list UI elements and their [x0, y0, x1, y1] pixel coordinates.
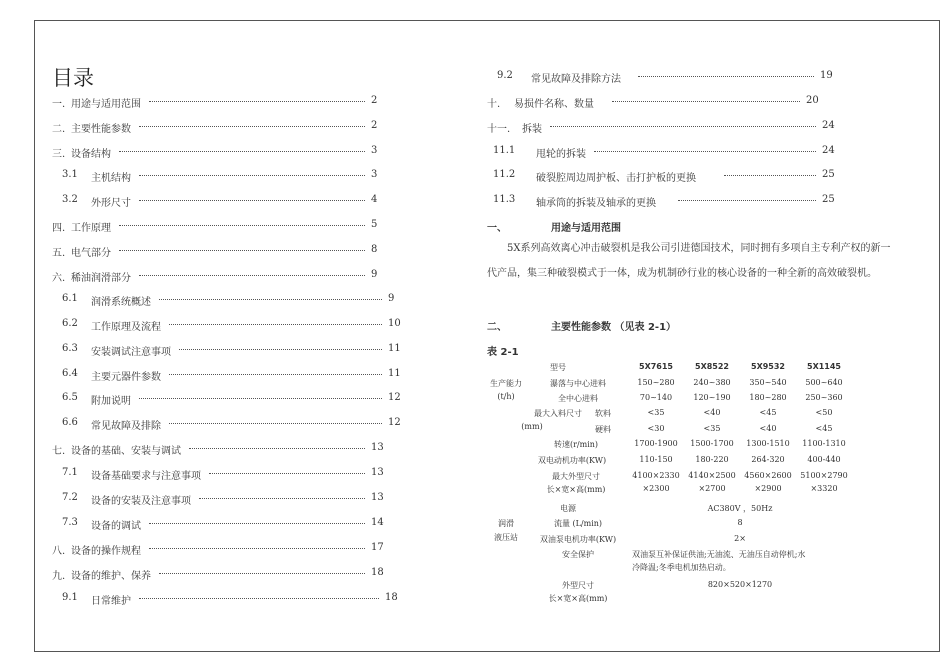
toc-number: 6.1 [62, 293, 78, 304]
model-header: 5X9532 [751, 362, 785, 371]
toc-page-number: 25 [822, 194, 835, 205]
toc-page-number: 11 [388, 343, 401, 354]
section1-paragraph: 5X系列高效离心冲击破裂机是我公司引进德国技术，同时拥有多项自主专利产权的新一代产品，集三种破裂模式于一体，成为机制砂行业的核心设备的一种全新的高效破裂机。 [487, 243, 891, 279]
toc-number: 6.4 [62, 368, 78, 379]
toc-leader-dots [139, 272, 365, 276]
toc-page-number: 19 [820, 70, 833, 81]
power-supply-value: AC380V ，50Hz [707, 504, 773, 513]
toc-text: 拆装 [522, 124, 542, 135]
feed-hard-label: 硬料 [595, 425, 611, 434]
toc-text: 主要性能参数 [71, 124, 131, 135]
toc-text: 破裂腔周边周护板、击打护板的更换 [536, 173, 696, 184]
toc-leader-dots [594, 148, 816, 152]
toc-number: 八. [52, 546, 66, 557]
table-cell: 110-150 [639, 455, 673, 464]
table-cell: <40 [759, 424, 777, 433]
toc-leader-dots [724, 172, 816, 176]
toc-number: 11.2 [493, 169, 516, 180]
toc-page-number: 8 [371, 244, 378, 255]
model-header: 5X8522 [695, 362, 729, 371]
toc-text: 设备基础要求与注意事项 [91, 471, 201, 482]
toc-page-number: 13 [371, 492, 384, 503]
toc-number: 四. [52, 223, 66, 234]
toc-leader-dots [169, 371, 382, 375]
power-supply-label: 电源 [560, 504, 576, 513]
toc-number: 九. [52, 571, 66, 582]
toc-leader-dots [169, 321, 382, 325]
toc-number: 七. [52, 446, 66, 457]
toc-leader-dots [638, 73, 814, 77]
motor-power-label: 双电动机功率(KW) [537, 456, 607, 465]
toc-title: 目录 [52, 66, 94, 90]
toc-page-number: 2 [371, 95, 378, 106]
table-cell: ×2700 [698, 484, 726, 493]
lube-station-label: 液压站 [494, 533, 518, 542]
toc-number: 一. [52, 99, 66, 110]
toc-page-number: 24 [822, 120, 835, 131]
outer-size-unit: 长×宽×高(mm) [548, 594, 608, 603]
table-cell: ×3320 [810, 484, 838, 493]
capacity-mode-label: 瀑落与中心进料 [550, 379, 606, 388]
toc-text: 工作原理 [71, 223, 111, 234]
feed-soft-label: 软料 [595, 409, 611, 418]
toc-number: 11.3 [493, 194, 516, 205]
table-cell: ×2300 [642, 484, 670, 493]
toc-leader-dots [169, 420, 382, 424]
toc-page-number: 9 [388, 293, 395, 304]
toc-leader-dots [149, 98, 365, 102]
toc-number: 6.3 [62, 343, 78, 354]
capacity-mode-label: 全中心进料 [558, 394, 598, 403]
toc-page-number: 25 [822, 169, 835, 180]
toc-text: 常见故障及排除方法 [531, 74, 621, 85]
toc-page-number: 3 [371, 145, 378, 156]
toc-text: 易损件名称、数量 [514, 99, 594, 110]
table-cell: <35 [703, 424, 721, 433]
toc-text: 安装调试注意事项 [91, 347, 171, 358]
toc-leader-dots [179, 346, 382, 350]
toc-leader-dots [119, 148, 365, 152]
toc-text: 主机结构 [91, 173, 131, 184]
table-cell: 350~540 [749, 378, 787, 387]
capacity-unit: (t/h) [497, 392, 515, 401]
section2-title: 主要性能参数 （见表 2-1） [551, 322, 677, 333]
table-cell: 5100×2790 [800, 471, 848, 480]
toc-leader-dots [139, 123, 365, 127]
toc-number: 3.2 [62, 194, 78, 205]
toc-page-number: 11 [388, 368, 401, 379]
dimensions-unit: 长×宽×高(mm) [546, 485, 606, 494]
table-cell: ×2900 [754, 484, 782, 493]
toc-text: 电气部分 [71, 248, 111, 259]
toc-leader-dots [159, 570, 365, 574]
toc-leader-dots [119, 247, 365, 251]
toc-number: 三. [52, 149, 66, 160]
toc-leader-dots [149, 520, 365, 524]
toc-number: 二. [52, 124, 66, 135]
table-cell: 250~360 [805, 393, 843, 402]
outer-size-label: 外型尺寸 [562, 581, 594, 590]
toc-text: 轴承筒的拆装及轴承的更换 [536, 198, 656, 209]
toc-number: 6.2 [62, 318, 78, 329]
table-cell: 264-320 [751, 455, 785, 464]
table-cell: <50 [815, 408, 833, 417]
dimensions-label: 最大外型尺寸 [552, 472, 600, 481]
toc-number: 十一. [487, 124, 511, 135]
table-cell: <45 [759, 408, 777, 417]
safety-value: 冷降温;冬季电机加热启动。 [632, 563, 731, 572]
toc-leader-dots [139, 595, 379, 599]
section1-title: 用途与适用范围 [551, 223, 621, 234]
toc-text: 主要元器件参数 [91, 372, 161, 383]
toc-text: 设备结构 [71, 149, 111, 160]
toc-page-number: 9 [371, 269, 378, 280]
table-cell: 4100×2330 [632, 471, 680, 480]
table-cell: 400-440 [807, 455, 841, 464]
toc-text: 甩轮的拆装 [536, 149, 586, 160]
toc-text: 设备的基础、安装与调试 [71, 446, 181, 457]
safety-label: 安全保护 [562, 550, 594, 559]
toc-page-number: 13 [371, 467, 384, 478]
toc-text: 常见故障及排除 [91, 421, 161, 432]
toc-text: 设备的安装及注意事项 [91, 496, 191, 507]
toc-text: 用途与适用范围 [71, 99, 141, 110]
toc-text: 稀油润滑部分 [71, 273, 131, 284]
toc-page-number: 18 [385, 592, 398, 603]
toc-leader-dots [612, 98, 800, 102]
toc-number: 6.6 [62, 417, 78, 428]
pump-power-value: 2× [734, 534, 746, 543]
toc-leader-dots [139, 395, 382, 399]
feed-size-unit: (mm) [521, 422, 543, 431]
table-cell: <45 [815, 424, 833, 433]
speed-label: 转速(r/min) [553, 440, 599, 449]
toc-leader-dots [119, 222, 365, 226]
toc-number: 7.2 [62, 492, 78, 503]
table-cell: 4140×2500 [688, 471, 736, 480]
toc-page-number: 3 [371, 169, 378, 180]
section2-number: 二、 [487, 322, 507, 333]
toc-page-number: 2 [371, 120, 378, 131]
table-cell: 70~140 [639, 393, 673, 402]
table-cell: 4560×2600 [744, 471, 792, 480]
toc-text: 设备的操作规程 [71, 546, 141, 557]
toc-leader-dots [189, 445, 365, 449]
table-cell: <40 [703, 408, 721, 417]
table-caption: 表 2-1 [487, 347, 519, 358]
capacity-label: 生产能力 [490, 379, 522, 388]
safety-value: 双油泵互补保证供油;无油流、无油压自动停机;水 [632, 550, 806, 559]
feed-size-label: 最大入料尺寸 [534, 409, 582, 418]
toc-number: 7.3 [62, 517, 78, 528]
table-cell: 120~190 [693, 393, 731, 402]
toc-page-number: 10 [388, 318, 401, 329]
model-header: 5X7615 [639, 362, 673, 371]
outer-size-value: 820×520×1270 [707, 580, 773, 589]
toc-leader-dots [149, 545, 365, 549]
table-cell: 1300-1510 [746, 439, 790, 448]
toc-leader-dots [678, 197, 816, 201]
lube-station-label: 润滑 [498, 519, 514, 528]
toc-page-number: 18 [371, 567, 384, 578]
toc-number: 7.1 [62, 467, 78, 478]
table-cell: <35 [647, 408, 665, 417]
toc-text: 外形尺寸 [91, 198, 131, 209]
toc-leader-dots [159, 296, 382, 300]
toc-leader-dots [199, 495, 365, 499]
flow-label: 流量 (L/min) [553, 519, 603, 528]
toc-leader-dots [139, 172, 365, 176]
toc-leader-dots [209, 470, 365, 474]
toc-page-number: 24 [822, 145, 835, 156]
toc-page-number: 13 [371, 442, 384, 453]
toc-page-number: 12 [388, 417, 401, 428]
toc-page-number: 4 [371, 194, 378, 205]
toc-number: 五. [52, 248, 66, 259]
toc-text: 设备的维护、保养 [71, 571, 151, 582]
table-cell: <30 [647, 424, 665, 433]
toc-page-number: 17 [371, 542, 384, 553]
toc-page-number: 12 [388, 392, 401, 403]
toc-number: 3.1 [62, 169, 78, 180]
table-cell: 1100-1310 [802, 439, 846, 448]
toc-text: 设备的调试 [91, 521, 141, 532]
toc-number: 11.1 [493, 145, 516, 156]
table-cell: 500~640 [805, 378, 843, 387]
toc-number: 六. [52, 273, 66, 284]
section1-number: 一、 [487, 223, 507, 234]
table-cell: 150~280 [637, 378, 675, 387]
model-header: 5X1145 [807, 362, 841, 371]
toc-page-number: 20 [806, 95, 819, 106]
toc-number: 6.5 [62, 392, 78, 403]
toc-text: 附加说明 [91, 396, 131, 407]
table-cell: 180~280 [749, 393, 787, 402]
table-cell: 240~380 [693, 378, 731, 387]
table-cell: 1700-1900 [634, 439, 678, 448]
toc-page-number: 14 [371, 517, 384, 528]
toc-number: 9.2 [497, 70, 513, 81]
flow-value: 8 [737, 518, 743, 527]
toc-number: 9.1 [62, 592, 78, 603]
table-cell: 180-220 [695, 455, 729, 464]
toc-number: 十. [487, 99, 501, 110]
toc-text: 润滑系统概述 [91, 297, 151, 308]
toc-leader-dots [139, 197, 365, 201]
model-label: 型号 [550, 363, 566, 372]
pump-power-label: 双油泵电机功率(KW) [539, 535, 617, 544]
table-cell: 1500-1700 [690, 439, 734, 448]
toc-text: 工作原理及流程 [91, 322, 161, 333]
toc-text: 日常维护 [91, 596, 131, 607]
toc-leader-dots [550, 123, 816, 127]
toc-page-number: 5 [371, 219, 378, 230]
